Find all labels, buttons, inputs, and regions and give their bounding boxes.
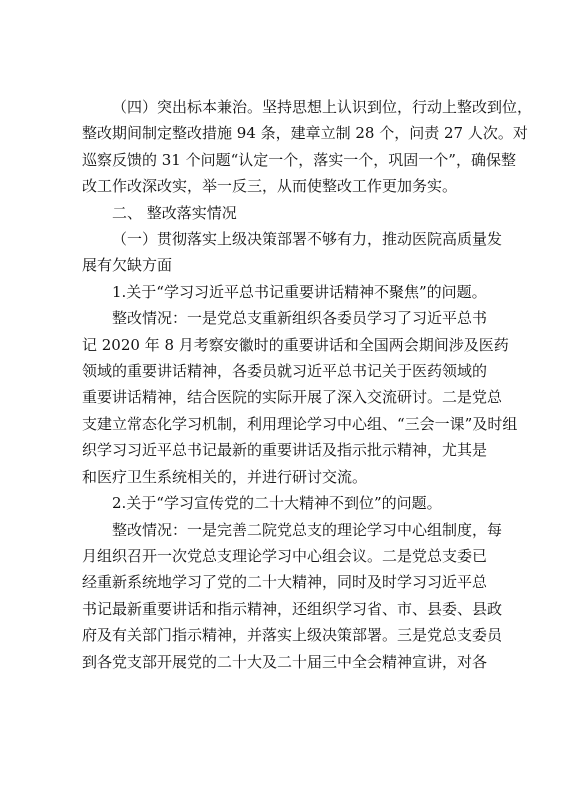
text-line: 领域的重要讲话精神，各委员就习近平总书记关于医药领域的: [82, 362, 488, 381]
text-line: （四）突出标本兼治。坚持思想上认识到位，行动上整改到位，: [112, 98, 533, 116]
text-line: 和医疗卫生系统相关的，并进行研讨交流。: [82, 467, 368, 486]
issue-title-2: [82, 490, 492, 516]
text-line: 重要讲话精神，结合医院的实际开展了深入交流研讨。二是党总: [82, 388, 503, 407]
text-line: 改工作改深改实，举一反三，从而使整改工作更加务实。: [82, 177, 458, 196]
text-line: 整改期间制定整改措施 94 条，建章立制 28 个，问责 27 人次。对: [82, 124, 528, 143]
text-line: 支建立常态化学习机制，利用理论学习中心组、“三会一课”及时组: [82, 414, 518, 433]
text-line: 府及有关部门指示精神，并落实上级决策部署。三是党总支委员: [82, 626, 503, 645]
rectification-paragraph-1: [82, 305, 518, 490]
text-line: 到各党支部开展党的二十大及二十届三中全会精神宣讲，对各: [82, 652, 488, 671]
document-body: [82, 94, 533, 675]
text-line: 经重新系统地学习了党的二十大精神，同时及时学习习近平总: [82, 573, 488, 592]
text-line: 整改情况：一是完善二院党总支的理论学习中心组制度，每: [112, 520, 503, 539]
text-line: 织学习习近平总书记最新的重要讲话及指示批示精神，尤其是: [82, 441, 488, 460]
text-line: 1.关于“学习习近平总书记重要讲话精神不聚焦”的问题。: [112, 282, 487, 301]
text-line: 书记最新重要讲话和指示精神，还组织学习省、市、县委、县政: [82, 599, 503, 618]
text-line: 月组织召开一次党总支理论学习中心组会议。二是党总支委已: [82, 546, 488, 565]
text-line: 整改情况：一是党总支重新组织各委员学习了习近平总书: [112, 309, 488, 328]
text-line: 2.关于“学习宣传党的二十大精神不到位”的问题。: [112, 494, 442, 513]
text-line: 展有欠缺方面: [82, 256, 173, 275]
issue-title-1: [82, 279, 492, 305]
text-line: 二、 整改落实情况: [112, 203, 237, 222]
text-line: 记 2020 年 8 月考察安徽时的重要讲话和全国两会期间涉及医药: [82, 335, 509, 354]
paragraph-rectification-summary: [82, 94, 533, 200]
subsection-heading: [82, 226, 503, 279]
rectification-paragraph-2: [82, 517, 503, 675]
text-line: （一）贯彻落实上级决策部署不够有力，推动医院高质量发: [112, 230, 503, 249]
section-heading: [82, 200, 492, 226]
text-line: 巡察反馈的 31 个问题“认定一个，落实一个，巩固一个”，确保整: [82, 150, 516, 169]
